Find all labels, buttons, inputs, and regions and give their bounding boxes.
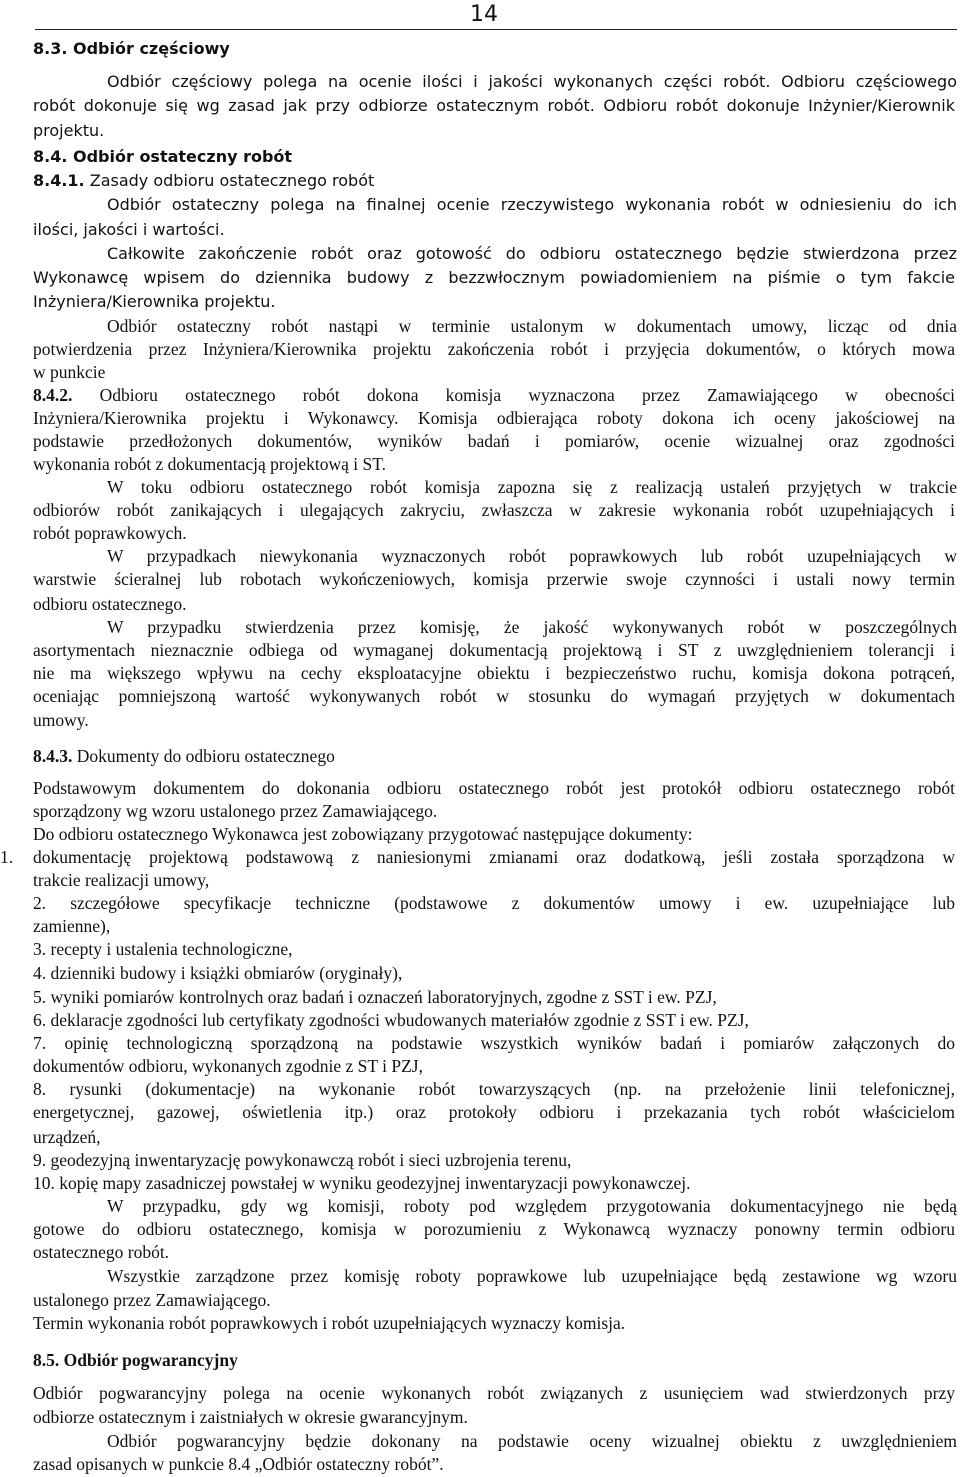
text-span: Zasady odbioru ostatecznego robót — [84, 171, 375, 190]
text-line: Podstawowym dokumentem do dokonania odbioru ostatecznego robót jest protokół odbioru ostatecznego robót — [33, 778, 955, 798]
text-line: dokumentów odbioru, wykonanych zgodnie z ST i PZJ, — [33, 1056, 423, 1076]
text-line — [33, 384, 955, 406]
text-line: projektu. — [33, 121, 105, 140]
text-line: Odbiór pogwarancyjny będzie dokonany na podstawie oceny wizualnej obiektu z uwzględnieniem — [107, 1431, 957, 1451]
text-line: Do odbioru ostatecznego Wykonawca jest zobowiązany przygotować następujące dokumenty: — [33, 824, 693, 844]
text-line: 7. opinię technologiczną sporządzoną na podstawie wszystkich wyników badań i pomiarów załączonych do — [33, 1033, 955, 1053]
text-line: Wszystkie zarządzone przez komisję roboty poprawkowe lub uzupełniające będą zestawione wg wzoru — [107, 1266, 957, 1286]
text-line: W przypadku stwierdzenia przez komisję, że jakość wykonywanych robót w poszczególnych — [107, 617, 957, 637]
text-line: potwierdzenia przez Inżyniera/Kierownika projektu zakończenia robót i przyjęcia dokumentów, o których mowa — [33, 339, 955, 359]
section-number: 8.4.3. — [33, 746, 73, 766]
text-line: 8.4. Odbiór ostateczny robót — [33, 147, 293, 166]
text-line — [33, 170, 374, 192]
header-rule — [35, 29, 957, 30]
text-line: robót poprawkowych. — [33, 523, 187, 543]
section-number: 8.4.2. — [33, 385, 73, 405]
text-line: gotowe do odbioru ostatecznego, komisja w porozumieniu z Wykonawcą wyznaczy ponowny termin odbioru — [33, 1219, 955, 1239]
text-line: sporządzony wg wzoru ustalonego przez Zamawiającego. — [33, 801, 438, 821]
text-line: 8.5. Odbiór pogwarancyjny — [33, 1350, 238, 1370]
text-line: Wykonawcę wpisem do dziennika budowy z bezzwłocznym powiadomieniem na piśmie o tym fakcie — [33, 268, 955, 287]
text-span: Dokumenty do odbioru ostatecznego — [72, 746, 335, 766]
text-line: zamienne), — [33, 916, 111, 936]
text-line: podstawie przedłożonych dokumentów, wyników badań i pomiarów, ocenie wizualnej oraz zgodności — [33, 431, 955, 451]
text-line: robót dokonuje się wg zasad jak przy odbiorze ostatecznym robót. Odbioru robót dokonuje Inżynier/Kierownik — [33, 96, 955, 115]
text-line: Odbiór ostateczny robót nastąpi w terminie ustalonym w dokumentach umowy, licząc od dnia — [107, 316, 957, 336]
text-line: warstwie ścieralnej lub robotach wykończeniowych, komisja przerwie swoje czynności i ustali nowy termin — [33, 569, 955, 589]
text-line: oceniając pomniejszoną wartość wykonywanych robót w stosunku do wymagań przyjętych w dokumentach — [33, 686, 955, 706]
text-line: ostatecznego robót. — [33, 1242, 170, 1262]
text-line: 4. dzienniki budowy i książki obmiarów (oryginały), — [33, 963, 403, 983]
text-line: 8.3. Odbiór częściowy — [33, 39, 230, 58]
text-line: Odbiór pogwarancyjny polega na ocenie wykonanych robót związanych z usunięciem wad stwierdzonych przy — [33, 1383, 955, 1403]
text-line: 10. kopię mapy zasadniczej powstałej w wyniku geodezyjnej inwentaryzacji powykonawczej. — [33, 1173, 691, 1193]
text-line: 3. recepty i ustalenia technologiczne, — [33, 939, 293, 959]
text-line: Termin wykonania robót poprawkowych i robót uzupełniających wyznaczy komisja. — [33, 1313, 626, 1333]
text-line: asortymentach nieznacznie odbiega od wymaganej dokumentacją projektową i ST z uwzględnieniem tolerancji i — [33, 640, 955, 660]
text-line: Całkowite zakończenie robót oraz gotowość do odbioru ostatecznego będzie stwierdzona przez — [107, 244, 957, 263]
section-number: 8.4.1. — [33, 171, 85, 190]
text-line: zasad opisanych w punkcie 8.4 „Odbiór ostateczny robót”. — [33, 1454, 444, 1474]
text-line: urządzeń, — [33, 1127, 101, 1147]
text-line: W przypadku, gdy wg komisji, roboty pod względem przygotowania dokumentacyjnego nie będą — [107, 1196, 957, 1216]
text-line: W przypadkach niewykonania wyznaczonych robót poprawkowych lub robót uzupełniających w — [107, 546, 957, 566]
text-line: dokumentację projektową podstawową z naniesionymi zmianami oraz dodatkową, jeśli została sporządzona w — [33, 847, 955, 867]
text-line: w punkcie — [33, 362, 106, 382]
text-line: 9. geodezyjną inwentaryzację powykonawczą robót i sieci uzbrojenia terenu, — [33, 1150, 572, 1170]
text-span: Odbioru ostatecznego robót dokona komisja wyznaczona przez Zamawiającego w obecności — [72, 385, 955, 405]
text-line: 5. wyniki pomiarów kontrolnych oraz badań i oznaczeń laboratoryjnych, zgodne z SST i ew. PZJ, — [33, 987, 717, 1007]
text-line: odbiorze ostatecznym i zaistniałych w okresie gwarancyjnym. — [33, 1407, 468, 1427]
text-line: trakcie realizacji umowy, — [33, 870, 210, 890]
text-line: 2. szczegółowe specyfikacje techniczne (podstawowe z dokumentów umowy i ew. uzupełniające lub — [33, 893, 955, 913]
text-line: ilości, jakości i wartości. — [33, 220, 225, 239]
text-line: Odbiór ostateczny polega na finalnej ocenie rzeczywistego wykonania robót w odniesieniu do ich — [107, 195, 957, 214]
text-line: ustalonego przez Zamawiającego. — [33, 1290, 271, 1310]
text-line: odbiorów robót zanikających i ulegających zakryciu, zwłaszcza w zakresie wykonania robót uzupełniających i — [33, 500, 955, 520]
text-line: odbioru ostatecznego. — [33, 594, 187, 614]
text-line: nie ma większego wpływu na cechy eksploatacyjne obiektu i bezpieczeństwo ruchu, komisja dokona potrąceń, — [33, 663, 955, 683]
text-line — [33, 745, 335, 767]
text-line: energetycznej, gazowej, oświetlenia itp.) oraz protokoły odbioru i przekazania tych robót właścicielom — [33, 1102, 955, 1122]
text-line: Inżyniera/Kierownika projektu i Wykonawcy. Komisja odbierająca roboty dokona ich oceny jakościowej na — [33, 408, 955, 428]
text-line: umowy. — [33, 710, 89, 730]
page-number: 14 — [470, 2, 498, 27]
text-line: Inżyniera/Kierownika projektu. — [33, 292, 276, 311]
text-line: wykonania robót z dokumentacją projektową i ST. — [33, 454, 386, 474]
text-line: Odbiór częściowy polega na ocenie ilości i jakości wykonanych części robót. Odbioru częściowego — [107, 72, 957, 91]
text-line: W toku odbioru ostatecznego robót komisja zapozna się z realizacją ustaleń przyjętych w trakcie — [107, 477, 957, 497]
text-line: 8. rysunki (dokumentacje) na wykonanie robót towarzyszących (np. na przełożenie linii telefonicznej, — [33, 1079, 955, 1099]
text-line: 1. — [0, 847, 14, 867]
text-line: 6. deklaracje zgodności lub certyfikaty zgodności wbudowanych materiałów zgodnie z SST i ew. PZJ, — [33, 1010, 749, 1030]
